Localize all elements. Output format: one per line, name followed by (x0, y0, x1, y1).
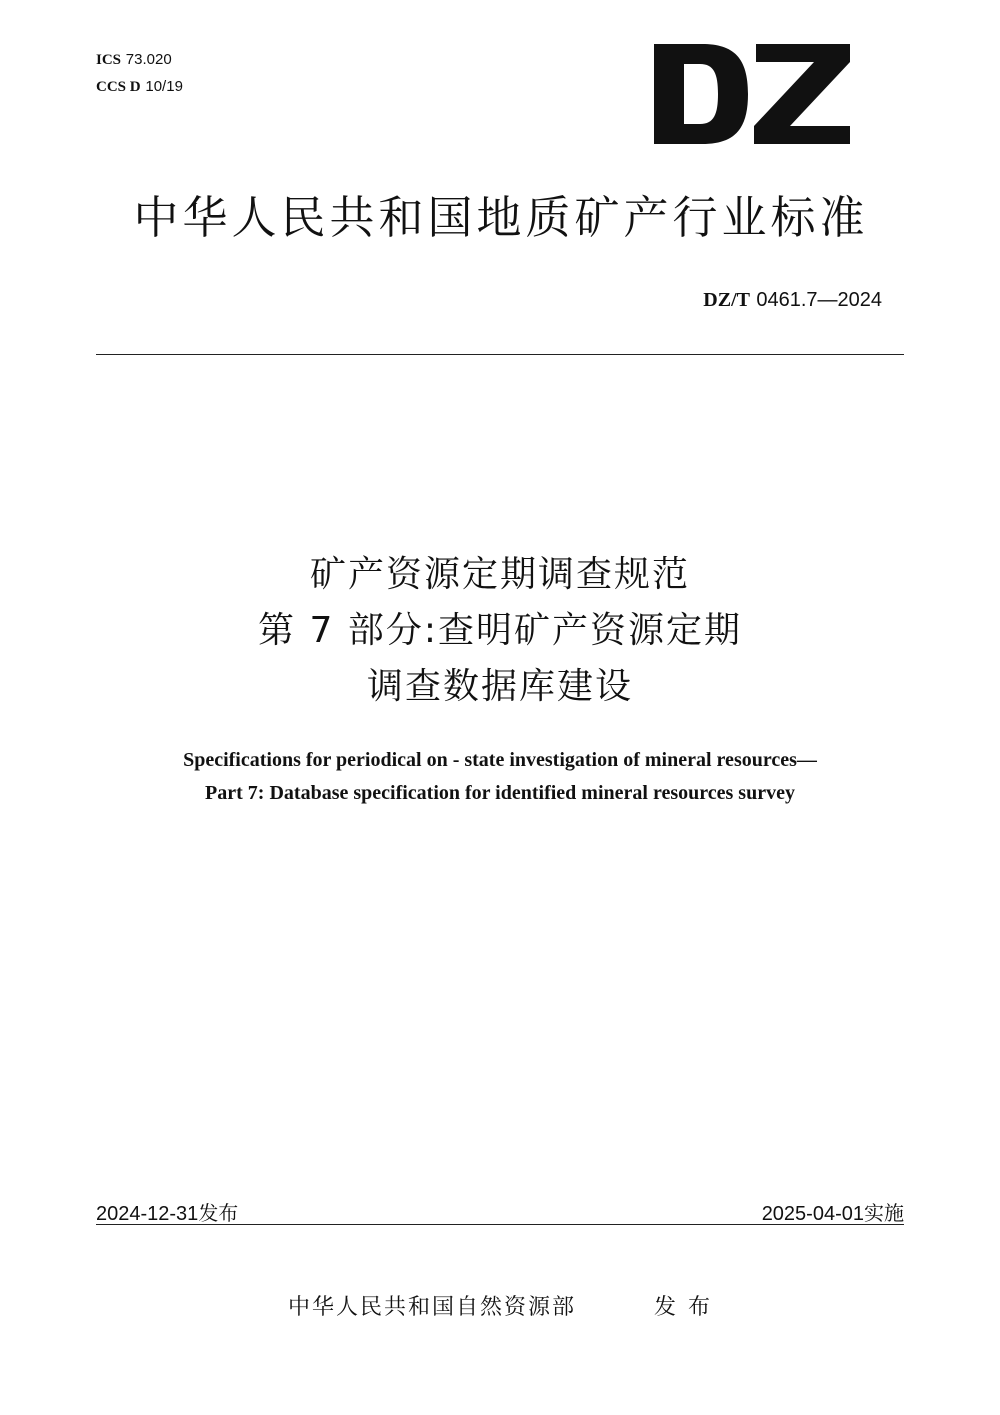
effective-date (762, 1197, 904, 1226)
title-cn-line-1: 矿产资源定期调查规范 (309, 554, 690, 595)
header-divider (96, 354, 904, 355)
publish-date (96, 1197, 238, 1226)
effective-date-value: 2025-04-01 (761, 1203, 864, 1225)
title-english (0, 744, 1000, 810)
title-chinese (0, 547, 1000, 715)
dz-logo (654, 44, 850, 144)
ccs-value: 10/19 (145, 78, 183, 95)
standard-category: 中华人民共和国地质矿产行业标准 (133, 191, 869, 244)
publish-date-value: 2024-12-31 (96, 1203, 199, 1225)
title-cn-line-2: 第 7 部分:查明矿产资源定期 (258, 610, 742, 651)
ics-prefix: ICS (96, 52, 122, 68)
logo-letter-z (754, 44, 850, 144)
title-en-line-2: Part 7: Database specification for identified mineral resources survey (205, 782, 795, 804)
standard-number-prefix: DZ/T (703, 289, 750, 311)
publish-date-label: 发布 (198, 1201, 239, 1225)
standard-number (703, 287, 882, 312)
ccs-prefix: CCS D (96, 79, 141, 95)
ccs-code (96, 73, 183, 100)
title-cn-line-3: 调查数据库建设 (366, 666, 633, 707)
ics-code (96, 46, 183, 73)
logo-letter-d (654, 44, 748, 144)
effective-date-label: 实施 (864, 1201, 904, 1225)
title-en-line-1: Specifications for periodical on - state investigation of mineral resources— (183, 749, 817, 771)
classification-codes (96, 46, 183, 100)
footer-divider (96, 1224, 904, 1225)
issuer-action: 发布 (654, 1295, 723, 1320)
ics-value: 73.020 (125, 51, 172, 68)
standard-number-value: 0461.7—2024 (756, 289, 882, 311)
issuer-name: 中华人民共和国自然资源部 (288, 1295, 577, 1320)
